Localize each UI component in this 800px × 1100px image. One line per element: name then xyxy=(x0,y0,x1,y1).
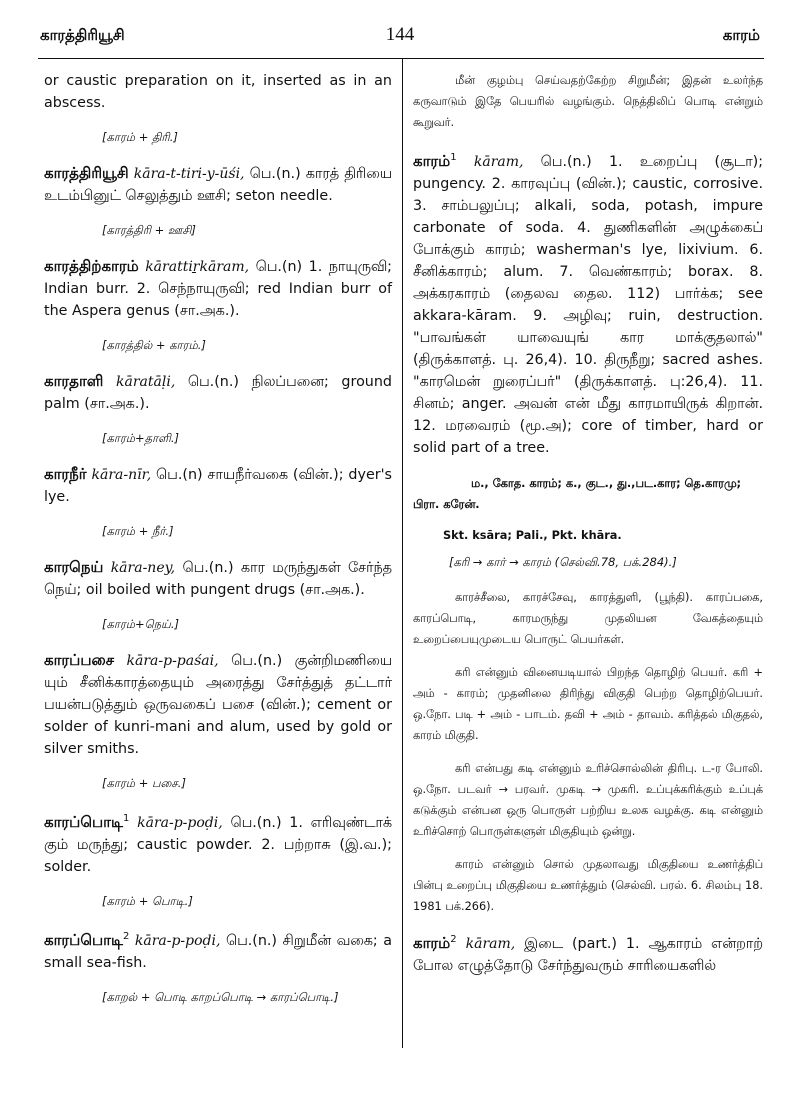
cognates: ம., கோத. காரம்; க., குட., து.,பட.கார; தெ.காரமு; பிரா. கரேன். xyxy=(413,476,742,511)
definition: பெ.(n.) சிறுமீன் வகை; a small sea-fish. xyxy=(44,932,393,971)
homonym-number: 1 xyxy=(450,152,457,163)
dictionary-entry xyxy=(44,463,392,508)
definition: பெ.(n.) 1. எரிவுண்டாக் கும் மருந்து; caustic powder. 2. பற்றாசு (இ.வ.); solder. xyxy=(44,814,392,875)
etymology: [காறல் + பொடி காறப்பொடி → காரப்பொடி.] xyxy=(102,989,339,1004)
homonym-number: 1 xyxy=(122,813,130,824)
etymology: [காரம் + நீர்.] xyxy=(102,524,174,538)
transliteration: kāram, xyxy=(465,935,516,952)
homonym-number: 2 xyxy=(450,933,457,945)
transliteration: kārattiṟkāram, xyxy=(145,259,250,275)
transliteration: kāra-p-paśai, xyxy=(126,653,219,669)
page-header xyxy=(0,0,800,58)
dictionary-entry xyxy=(44,255,392,322)
transliteration: kāram, xyxy=(473,153,524,170)
etymology-note: காரம் என்னும் சொல் முதலாவது மிகுதியை உணர்த்திப் பின்பு உறைப்பு மிகுதியை உணர்த்தும் (செல்வி. பரல். 6. சிலம்பு 18. 1981 பக்.266). xyxy=(413,857,763,913)
headword: காரம் xyxy=(413,151,451,170)
transliteration: kāratāḷi, xyxy=(116,374,176,390)
etymology-note: கரி என்னும் வினையடியால் பிறந்த தொழிற் பெயர். கரி + அம் - காரம்; முதனிலை திரிந்து விகுதி பெற்ற தொழிற்பெயர். ஒ.நோ. படி + அம் - பாடம். தவி + அம் - தாவம். கரித்தல் மிகுதல், காரம் மிகுதி. xyxy=(413,665,763,742)
dictionary-entry xyxy=(413,147,763,459)
headword: காரத்திரியூசி xyxy=(44,164,129,182)
dictionary-entry xyxy=(44,556,392,601)
homonym-number: 2 xyxy=(122,930,130,942)
right-column xyxy=(413,70,763,991)
transliteration: kāra-t-tiri-y-ūśi, xyxy=(133,166,245,182)
etymology: [காரம் + பொடி.] xyxy=(102,893,193,908)
transliteration: kāra-p-poḍi, xyxy=(137,814,223,831)
headword: காரநீர் xyxy=(44,465,87,483)
transliteration: kāra-p-poḍi, xyxy=(134,932,221,949)
guide-word-right: காரம் xyxy=(722,26,760,44)
definition: பெ.(n) 1. நாயுருவி; Indian burr. 2. செந்நாயுருவி; red Indian burr of the Aspera genus (சா.அக.). xyxy=(44,259,392,319)
definition: பெ.(n.) 1. உறைப்பு (சூடா); pungency. 2. காரவுப்பு (வின்.); caustic, corrosive. 3. சாம்பலுப்பு; alkali, soda, potash, impure carbonate of soda. 4. துணிகளின் அழுக்கைப் போக்கும் காரம்; washerman's lye, lixivium. 6. சீனிக்காரம்; alum. 7. வெண்காரம்; borax. 8. அக்கரகாரம் (தைலவ தைல. 112) பார்க்க; see akkara-kāram. 9. அழிவு; ruin, destruction. "பாவங்கள் யாவையுங் கார மாக்குதலால்" (திருக்காளத். பு. 26,4). 10. திருநீறு; sacred ashes. "காரமென் றுரைப்பர்" (திருக்காளத். பு:26,4). 11. சினம்; anger. அவன் என் மீது காரமாயிருக் கிறான். 12. மரவைரம் (மூ.அ); core of timber, hard or solid part of a tree. xyxy=(413,153,764,456)
dictionary-entry xyxy=(44,808,392,878)
etymology: [காரம்+தாளி.] xyxy=(102,431,180,445)
etymology: [காரத்திரி + ஊசி] xyxy=(102,223,196,237)
guide-word-left: காரத்திரியூசி xyxy=(40,26,125,44)
headword: காரப்பொடி xyxy=(44,812,123,831)
etymology-note: கரி என்பது கடி என்னும் உரிச்சொல்லின் திரிபு. ட-ர போலி. ஒ.நோ. படவர் → பரவர். முகடி → முகரி. உப்புக்கரிக்கும் உப்புக் கடுக்கும் என்பன ஒரு பொருள் பற்றிய உலக வழக்கு. கடி என்னும் உரிச்சொற் பொருள்களுள் மிகுதியும் ஒன்று. xyxy=(413,761,763,838)
definition: பெ.(n.) காரத் திரியை உடம்பினுட் செலுத்தும் ஊசி; seton needle. xyxy=(44,166,392,204)
column-divider xyxy=(402,58,403,1048)
etymology-note: காரச்சீலை, காரச்சேவு, காரத்துளி, (பூந்தி). காரப்பகை, காரப்பொடி, காரமருந்து முதலியன வேகத்தையும் உறைப்பையுமுடைய பொருட் பெயர்கள். xyxy=(413,590,763,646)
headword: காரநெய் xyxy=(44,558,104,576)
headword: காரப்பசை xyxy=(44,651,115,669)
continued-note: மீன் குழம்பு செய்வதற்கேற்ற சிறுமீன்; இதன் உலர்ந்த கருவாடும் இதே பெயரில் வழங்கும். நெத்திலிப் பொடி என்றும் கூறுவர். xyxy=(413,74,763,129)
dictionary-entry xyxy=(44,926,392,974)
transliteration: kāra-ney, xyxy=(110,560,176,576)
dictionary-entry xyxy=(44,649,392,760)
headword: காரம் xyxy=(413,933,451,952)
continued-text: or caustic preparation on it, inserted as in an abscess. xyxy=(44,73,392,111)
definition: பெ.(n.) கார மருந்துகள் சேர்ந்த நெய்; oil boiled with pungent drugs (சா.அக.). xyxy=(44,560,392,598)
dictionary-entry xyxy=(44,162,392,207)
headword: காரதாளி xyxy=(44,372,104,390)
page-number: 144 xyxy=(385,24,415,45)
dictionary-entry xyxy=(44,370,392,415)
header-rule xyxy=(38,58,764,59)
sanskrit-forms: Skt. ksāra; Pali., Pkt. khāra. xyxy=(443,528,622,542)
headword: காரப்பொடி xyxy=(44,930,123,949)
dictionary-entry xyxy=(413,929,763,977)
definition: இடை (part.) 1. ஆகாரம் என்றாற் போல எழுத்தோடு சேர்ந்துவரும் சாரியைகளில் xyxy=(413,935,764,974)
etymology: [காரம்+நெய்.] xyxy=(102,617,180,631)
definition: பெ.(n.) நிலப்பனை; ground palm (சா.அக.). xyxy=(44,374,393,412)
etymology: [காரத்தில் + காரம்.] xyxy=(102,338,206,352)
etymology: [காரம் + திரி.] xyxy=(102,130,178,144)
transliteration: kāra-nīr, xyxy=(91,467,152,483)
left-column xyxy=(44,70,392,1022)
etymology-reference: [கரி → கார் → காரம் (செல்வி.78, பக்.284).] xyxy=(449,554,677,569)
etymology: [காரம் + பசை.] xyxy=(102,776,186,790)
definition: பெ.(n.) குன்றிமணியை யும் சீனிக்காரத்தையும் அரைத்து சேர்த்துத் தட்டார் பயன்படுத்தும் ஒருவகைப் பசை (வின்.); cement or solder of kunri-mani and alum, used by gold or silver smiths. xyxy=(44,653,392,757)
headword: காரத்திற்காரம் xyxy=(44,257,139,275)
definition: பெ.(n) சாயநீர்வகை (வின்.); dyer's lye. xyxy=(44,467,392,505)
